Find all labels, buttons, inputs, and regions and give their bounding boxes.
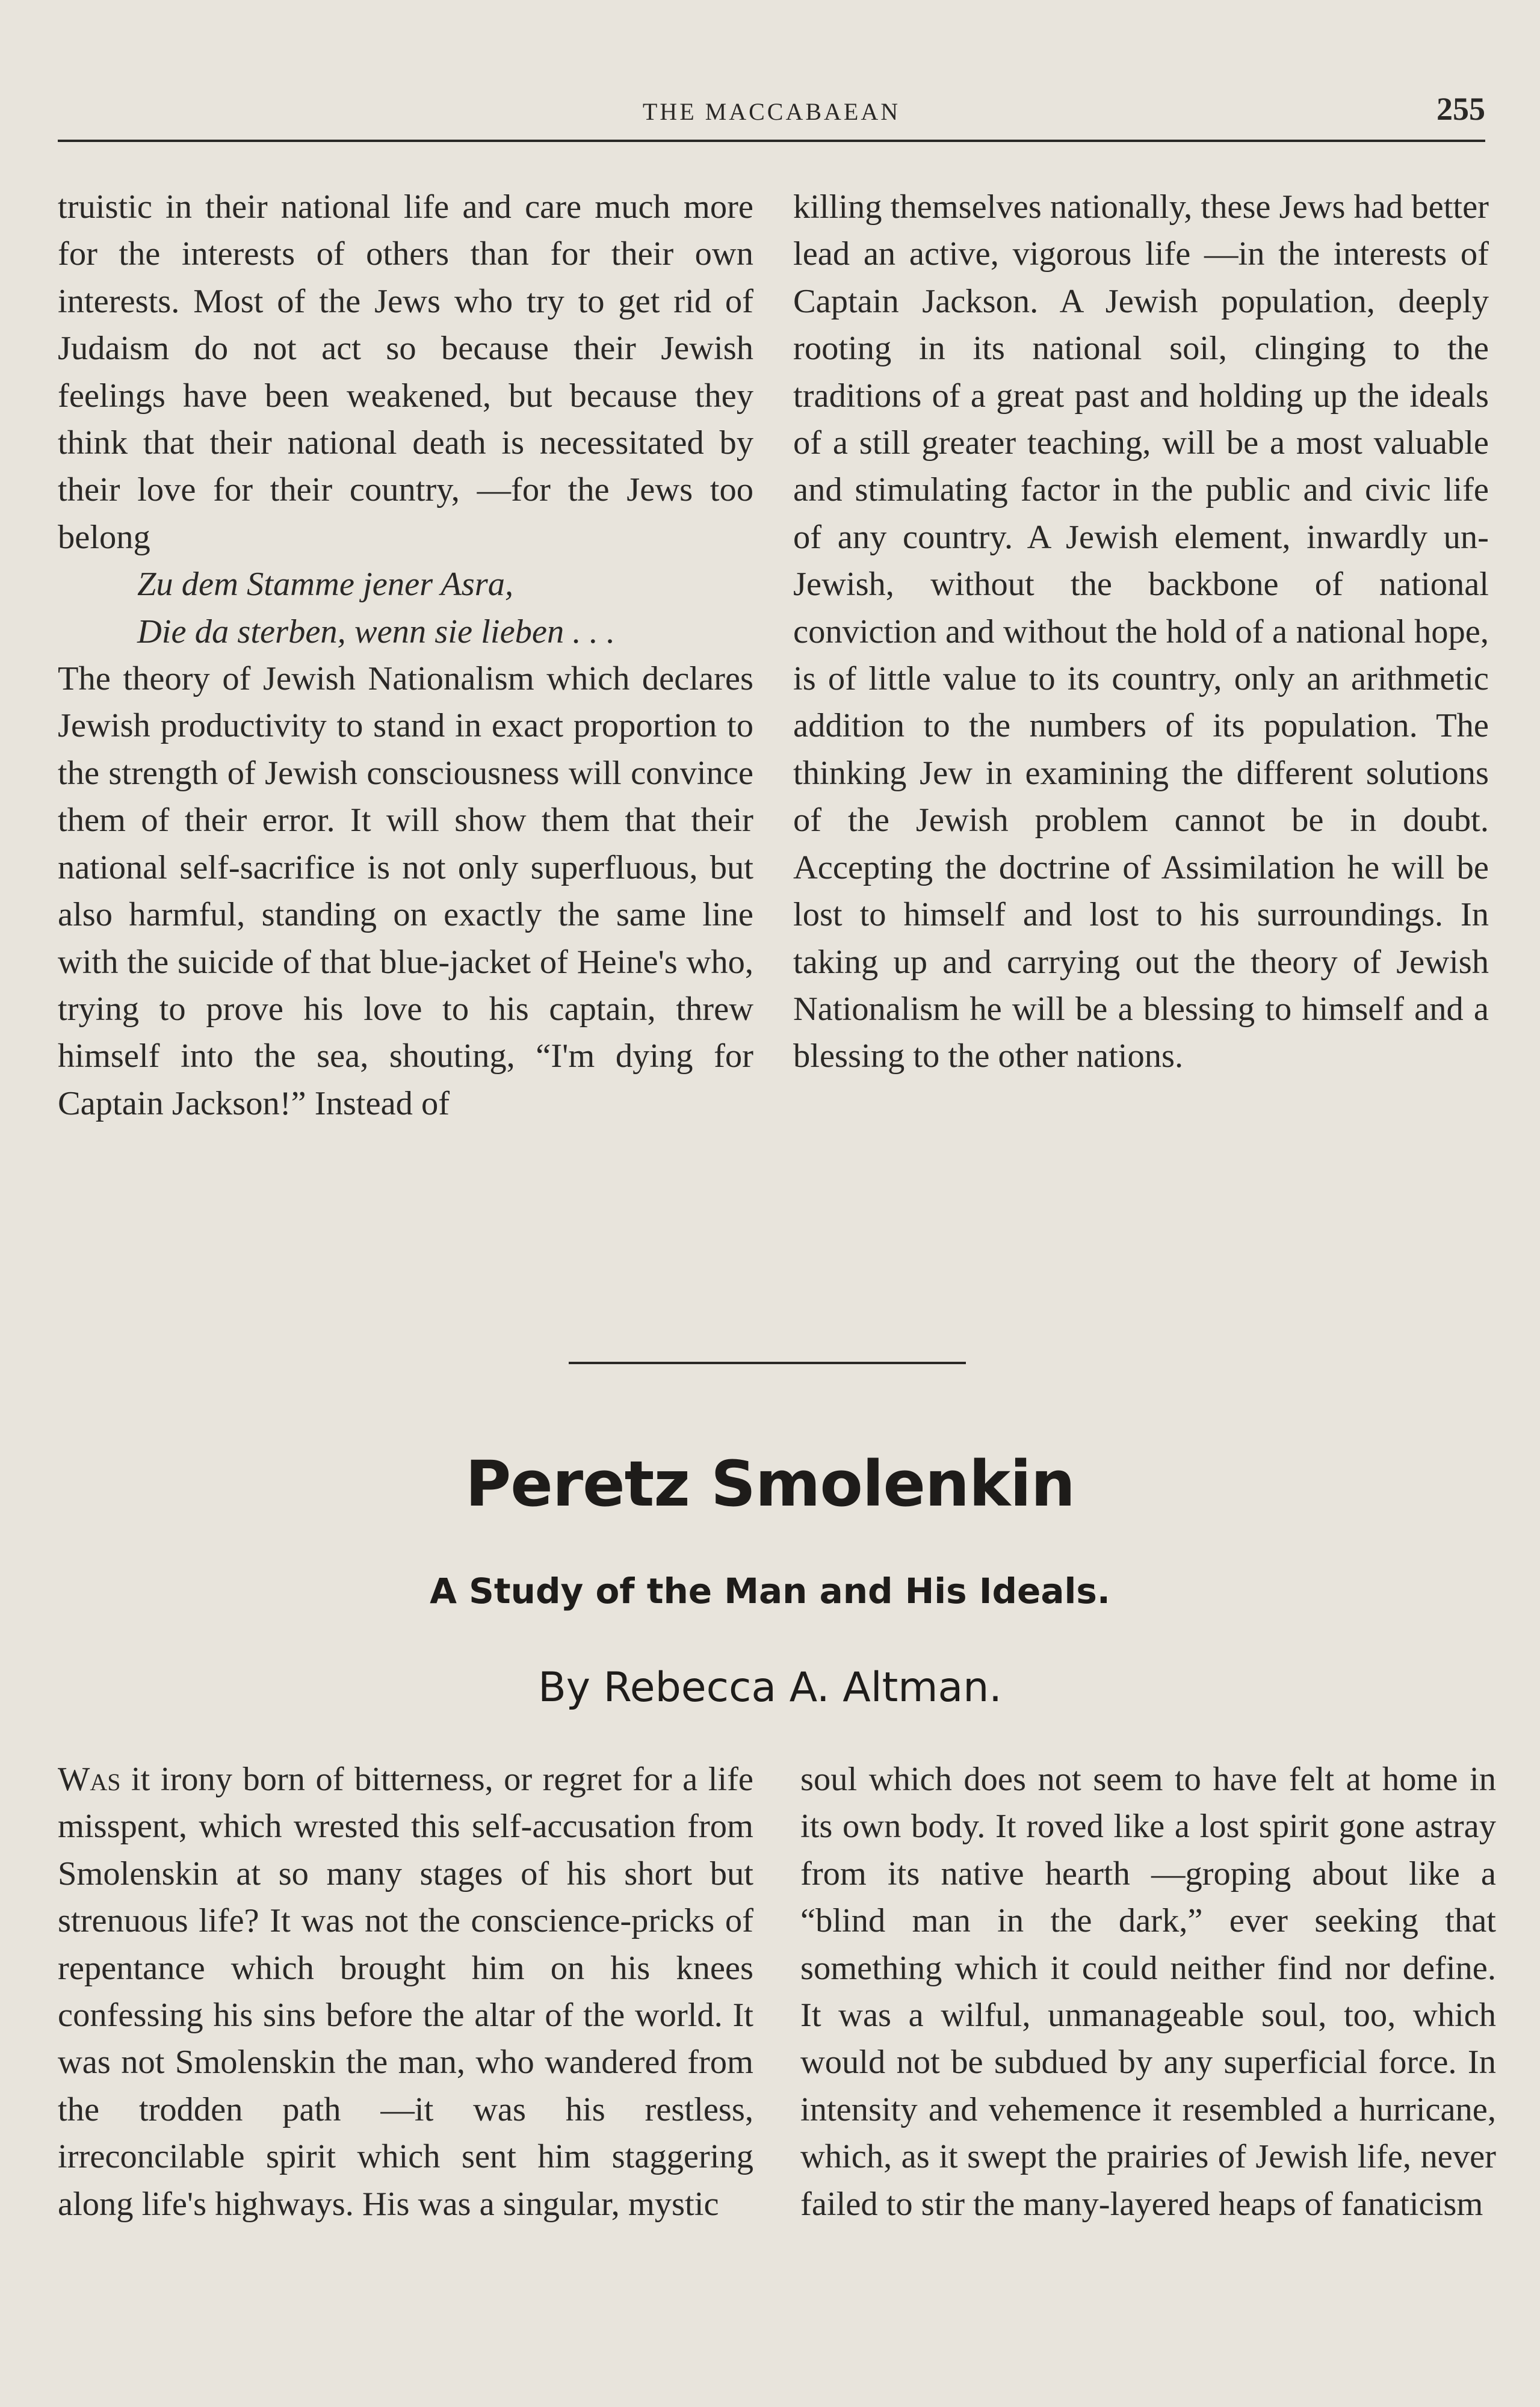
upper-right-column [793,184,1489,1080]
article-left-text: it irony born of bitterness, or regret for a life misspent, which wrested this self-accusation from Smolenskin at so many stages of his short but strenuous life? It was not the conscience-pricks of repentance which brought him on his knees confessing his sins before the altar of the world. It was not Smolenskin the man, who wandered from the trodden path —it was his restless, irreconcilable spirit which sent him staggering along life's highways. His was a singular, mystic [58,1761,753,2223]
upper-left-paragraph-2: The theory of Jewish Nationalism which declares Jewish productivity to stand in exact proportion to the strength of Jewish consciousness will convince them of their error. It will show them that their national self-sacrifice is not only superfluous, but also harmful, standing on exactly the same line with the suicide of that blue-jacket of Heine's who, trying to prove his love to his captain, threw himself into the sea, shouting, “I'm dying for Captain Jackson!” Instead of [58,660,753,1122]
article-right-column [800,1756,1496,2228]
article-subtitle: A Study of the Man and His Ideals. [430,1571,1110,1611]
running-head [58,90,1485,144]
opening-word: Was [58,1761,121,1798]
header-rule [58,140,1485,142]
article-byline: By Rebecca A. Altman. [538,1664,1002,1711]
verse-line-1: Zu dem Stamme jener Asra, [137,566,514,604]
page-number: 255 [1436,91,1485,127]
verse-quote [58,561,753,655]
section-divider [569,1362,966,1364]
article-right-paragraph: soul which does not seem to have felt at home in its own body. It roved like a lost spirit gone astray from its native hearth —groping about like a “blind man in the dark,” ever seeking that something which it could neither find nor define. It was a wilful, unmanageable soul, too, which would not be subdued by any superficial force. In intensity and vehemence it resembled a hurricane, which, as it swept the prairies of Jewish life, never failed to stir the many-layered heaps of fanaticism [800,1761,1496,2223]
upper-right-paragraph: killing themselves nationally, these Jews had better lead an active, vigorous life —in the interests of Captain Jackson. A Jewish population, deeply rooting in its national soil, clinging to the traditions of a great past and holding up the ideals of a still greater teaching, will be a most valuable and stimulating factor in the public and civic life of any country. A Jewish element, inwardly un-Jewish, without the backbone of national conviction and without the hold of a national hope, is of little value to its country, only an arithmetic addition to the numbers of its population. The thinking Jew in examining the different solutions of the Jewish problem cannot be in doubt. Accepting the doctrine of Assimilation he will be lost to himself and lost to his surroundings. In taking up and carrying out the theory of Jewish Nationalism he will be a blessing to himself and a blessing to the other nations. [793,188,1489,1075]
article-title: Peretz Smolenkin [465,1447,1075,1521]
verse-line-2: Die da sterben, wenn sie lieben . . . [137,613,615,650]
article-left-column [58,1756,753,2228]
upper-left-column [58,184,753,1127]
article-left-paragraph [58,1756,753,2228]
running-title: THE MACCABAEAN [642,98,901,125]
upper-left-paragraph-1: truistic in their national life and care much more for the interests of others than for their own interests. Most of the Jews who try to get rid of Judaism do not act so because their Jewish feelings have been weakened, but because they think that their national death is necessitated by their love for their country, —for the Jews too belong [58,188,753,556]
